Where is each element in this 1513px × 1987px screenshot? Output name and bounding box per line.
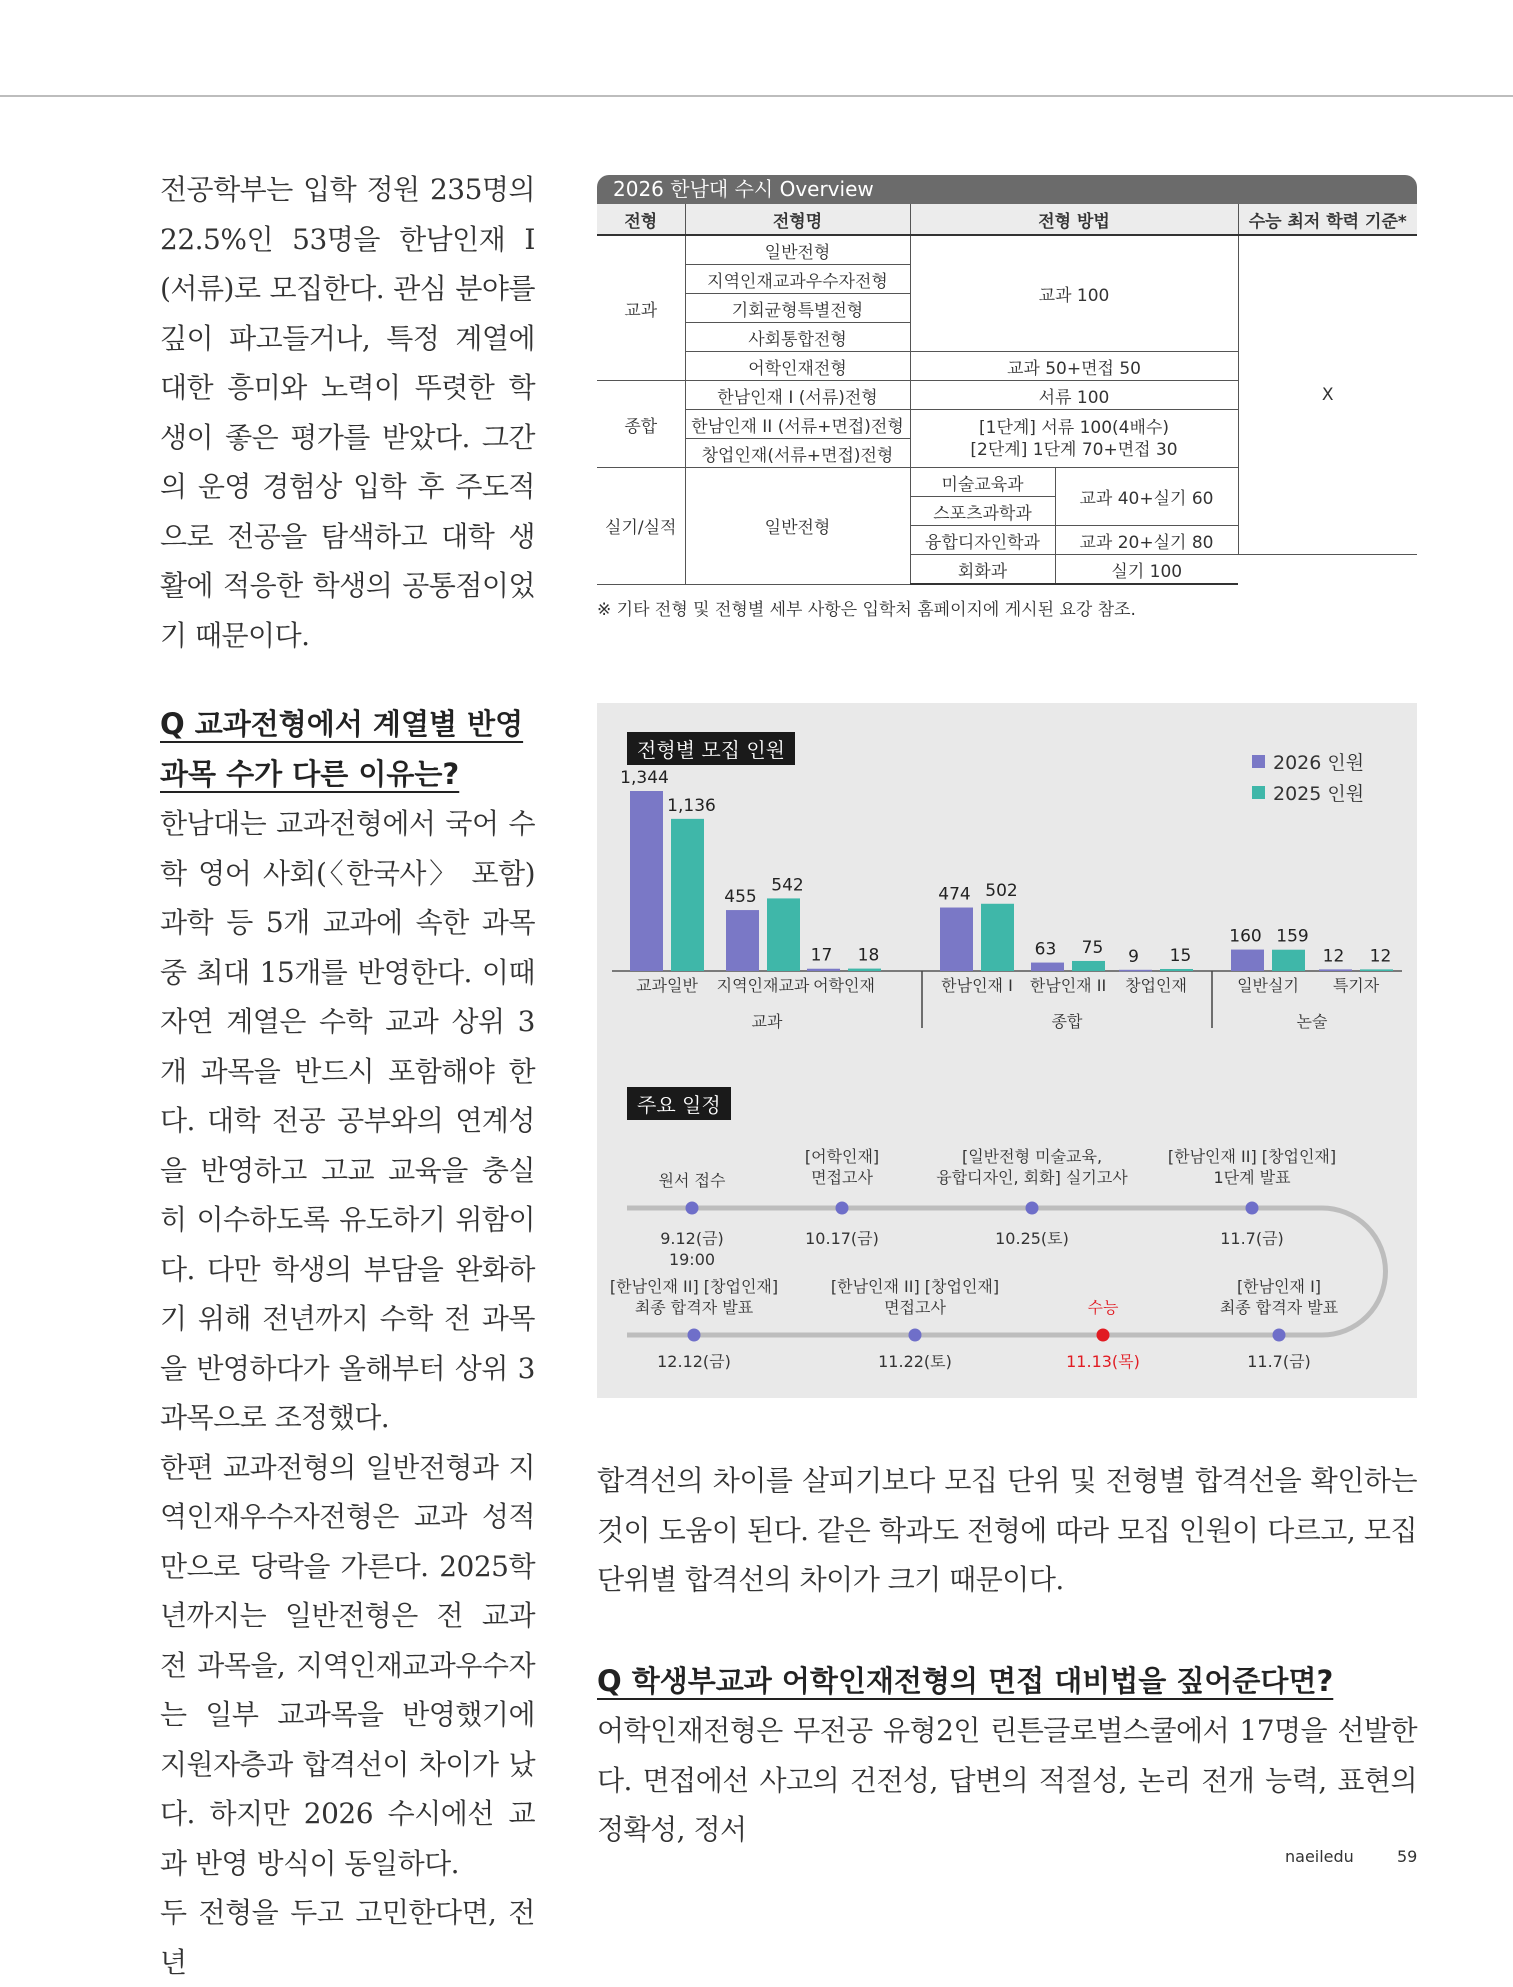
event-label: 1단계 발표 [1213,1168,1291,1187]
overview-table [597,204,1417,585]
bar-2025 [1072,961,1105,971]
event-date: 10.17(금) [805,1229,879,1248]
event-date: 11.22(토) [878,1352,952,1371]
right-column [597,1456,1417,1855]
dept-cell: 회화과 [910,555,1055,585]
method-cell: 교과 20+실기 80 [1055,526,1238,555]
category-label: 한남인재 I [941,976,1013,995]
event-date: 9.12(금) [660,1229,724,1248]
timeline-dot [1273,1329,1286,1342]
legend-label-2026: 2026 인원 [1273,752,1365,774]
bar-2026 [1119,970,1152,972]
question-heading-2: Q 학생부교과 어학인재전형의 면접 대비법을 짚어준다면? [597,1663,1334,1698]
method-cell: 서류 100 [910,381,1238,410]
dept-cell: 융합디자인학과 [910,526,1055,555]
bar-2025 [848,969,881,971]
method-cell: 교과 100 [910,235,1238,352]
table-footnote: ※ 기타 전형 및 전형별 세부 사항은 입학처 홈페이지에 게시된 요강 참조. [597,600,1136,620]
timeline-dot [686,1202,699,1215]
answer-paragraph-2: 한편 교과전형의 일반전형과 지역인재우수자전형은 교과 성적만으로 당락을 가른다. 2025학년까지는 일반전형은 전 교과 전 과목을, 지역인재교과우수자는 일부 교과목을 반영했기에 지원자층과 합격선이 차이가 났다. 하지만 2026 수시에선 교과 반영 방식이 동일하다. [160,1450,535,1880]
group-silgi: 실기/실적 [597,468,685,585]
timeline-dot [1026,1202,1039,1215]
name-cell: 창업인재(서류+면접)전형 [685,439,910,468]
table-header-row [597,204,1417,235]
method-cell: 교과 50+면접 50 [910,352,1238,381]
name-cell: 기회균형특별전형 [685,294,910,323]
dept-cell: 미술교육과 [910,468,1055,497]
group-gyogwa: 교과 [597,235,685,381]
question-heading-1: Q 교과전형에서 계열별 반영 과목 수가 다른 이유는? [160,707,524,791]
event-label: [한남인재 II] [창업인재] [830,1277,1000,1296]
event-time: 19:00 [668,1250,716,1269]
chart-panel [597,703,1417,1398]
answer-paragraph-3: 두 전형을 두고 고민한다면, 전년 [160,1896,535,1979]
data-label: 1,136 [667,795,716,816]
top-rule [0,95,1513,97]
data-label: 159 [1276,926,1309,947]
name-cell: 지역인재교과우수자전형 [685,265,910,294]
timeline-dot [836,1202,849,1215]
bar-2026 [1231,950,1264,971]
event-label: 면접고사 [811,1168,873,1187]
suneung-cell: X [1238,235,1417,555]
method-cell [910,410,1238,468]
group-label: 종합 [1051,1012,1083,1031]
event-date: 12.12(금) [657,1352,731,1371]
category-label: 일반실기 [1237,976,1299,995]
event-label: [일반전형 미술교육, [961,1147,1103,1166]
name-cell: 한남인재 II (서류+면접)전형 [685,410,910,439]
data-label: 18 [857,945,880,966]
bar-2026 [1031,963,1064,971]
data-label: 1,344 [620,768,669,788]
category-label: 특기자 [1332,976,1380,995]
method-cell: 실기 100 [1055,555,1238,585]
category-label: 어학인재 [813,976,875,995]
table-title: 2026 한남대 수시 Overview [597,175,1417,204]
timeline-dot [688,1329,701,1342]
data-label: 160 [1229,926,1262,947]
overview-table-panel [597,175,1417,620]
header-type: 전형 [597,204,685,235]
header-suneung: 수능 최저 학력 기준* [1238,204,1417,235]
right-paragraph-2: 어학인재전형은 무전공 유형2인 린튼글로벌스쿨에서 17명을 선발한다. 면접에선 사고의 건전성, 답변의 적절성, 논리 전개 능력, 표현의 정확성, 정서 [597,1714,1417,1846]
category-label: 한남인재 II [1029,976,1107,995]
event-date: 11.7(금) [1247,1352,1311,1371]
bar-2025 [1160,969,1193,971]
bar-2025 [671,819,704,971]
event-label: [어학인재] [804,1147,880,1166]
timeline-dot [1246,1202,1259,1215]
name-cell: 어학인재전형 [685,352,910,381]
name-cell: 한남인재 I (서류)전형 [685,381,910,410]
timeline-dot-highlight [1097,1329,1110,1342]
method-line: [2단계] 1단계 70+면접 30 [970,439,1178,460]
event-label: 융합디자인, 회화] 실기고사 [936,1168,1128,1187]
bar-2025 [767,898,800,971]
data-label: 9 [1128,946,1139,967]
group-jonghap: 종합 [597,381,685,468]
data-label: 474 [938,884,971,905]
schedule-timeline [597,1098,1417,1398]
right-paragraph-1: 합격선의 차이를 살피기보다 모집 단위 및 전형별 합격선을 확인하는 것이 도움이 된다. 같은 학과도 전형에 따라 모집 인원이 다르고, 모집 단위별 합격선의 차이가 크기 때문이다. [597,1464,1417,1596]
event-date: 11.13(목) [1066,1352,1140,1371]
bar-2026 [1319,969,1352,971]
table-row [597,235,1417,265]
event-label: 최종 합격자 발표 [634,1298,754,1317]
data-label: 502 [985,880,1018,901]
data-label: 455 [724,887,757,908]
bar-2025 [1360,969,1393,971]
data-label: 12 [1322,946,1345,967]
page-number: 59 [1397,1847,1418,1866]
category-label: 창업인재 [1125,976,1187,995]
data-label: 17 [810,945,833,966]
method-cell: 교과 40+실기 60 [1055,468,1238,526]
event-label: 면접고사 [884,1298,946,1317]
event-label: [한남인재 II] [창업인재] [1167,1147,1337,1166]
group-label: 논술 [1296,1012,1328,1031]
event-label: [한남인재 II] [창업인재] [609,1277,779,1296]
event-label: 수능 [1087,1298,1119,1317]
name-cell: 일반전형 [685,235,910,265]
bar-2025 [981,904,1014,971]
category-label: 교과일반 [636,976,698,995]
name-cell: 사회통합전형 [685,323,910,352]
data-label: 12 [1369,946,1392,967]
bar-2026 [726,910,759,971]
event-date: 10.25(토) [995,1229,1069,1248]
event-label: 원서 접수 [658,1171,726,1190]
legend-label-2025: 2025 인원 [1273,783,1365,805]
category-label: 지역인재교과 [716,976,810,995]
chart-title: 전형별 모집 인원 [627,732,795,765]
intro-paragraph: 전공학부는 입학 정원 235명의 22.5%인 53명을 한남인재 I (서류)로 모집한다. 관심 분야를 깊이 파고들거나, 특정 계열에 대한 흥미와 노력이 뚜렷한 학생이 좋은 평가를 받았다. 그간의 운영 경험상 입학 후 주도적으로 전공을 탐색하고 대학 생활에 적응한 학생의 공통점이었기 때문이다. [160,173,535,652]
data-label: 542 [771,875,804,896]
answer-paragraph-1: 한남대는 교과전형에서 국어 수학 영어 사회(〈한국사〉 포함) 과학 등 5개 교과에 속한 과목 중 최대 15개를 반영한다. 이때 자연 계열은 수학 교과 상위 3개 과목을 반드시 포함해야 한다. 대학 전공 공부와의 연계성을 반영하고 고교 교육을 충실히 이수하도록 유도하기 위함이다. 다만 학생의 부담을 완화하기 위해 전년까지 수학 전 과목을 반영하다가 올해부터 상위 3과목으로 조정했다. [160,807,535,1434]
bar-chart [597,703,1417,1043]
data-label: 63 [1034,939,1057,960]
header-method: 전형 방법 [910,204,1238,235]
dept-cell: 스포츠과학과 [910,497,1055,526]
data-label: 15 [1169,945,1192,966]
header-name: 전형명 [685,204,910,235]
event-date: 11.7(금) [1220,1229,1284,1248]
event-label: 최종 합격자 발표 [1219,1298,1339,1317]
footer-brand: naeiledu [1285,1847,1354,1866]
data-label: 75 [1081,937,1104,958]
bar-2026 [630,791,663,971]
schedule-title: 주요 일정 [627,1087,731,1120]
group-label: 교과 [751,1012,783,1031]
left-column [160,165,535,1987]
event-label: [한남인재 I] [1236,1277,1322,1296]
method-line: [1단계] 서류 100(4배수) [979,417,1169,438]
bar-2026 [940,908,973,971]
timeline-dot [909,1329,922,1342]
bar-2025 [1272,950,1305,971]
name-cell: 일반전형 [685,468,910,585]
bar-2026 [807,969,840,971]
